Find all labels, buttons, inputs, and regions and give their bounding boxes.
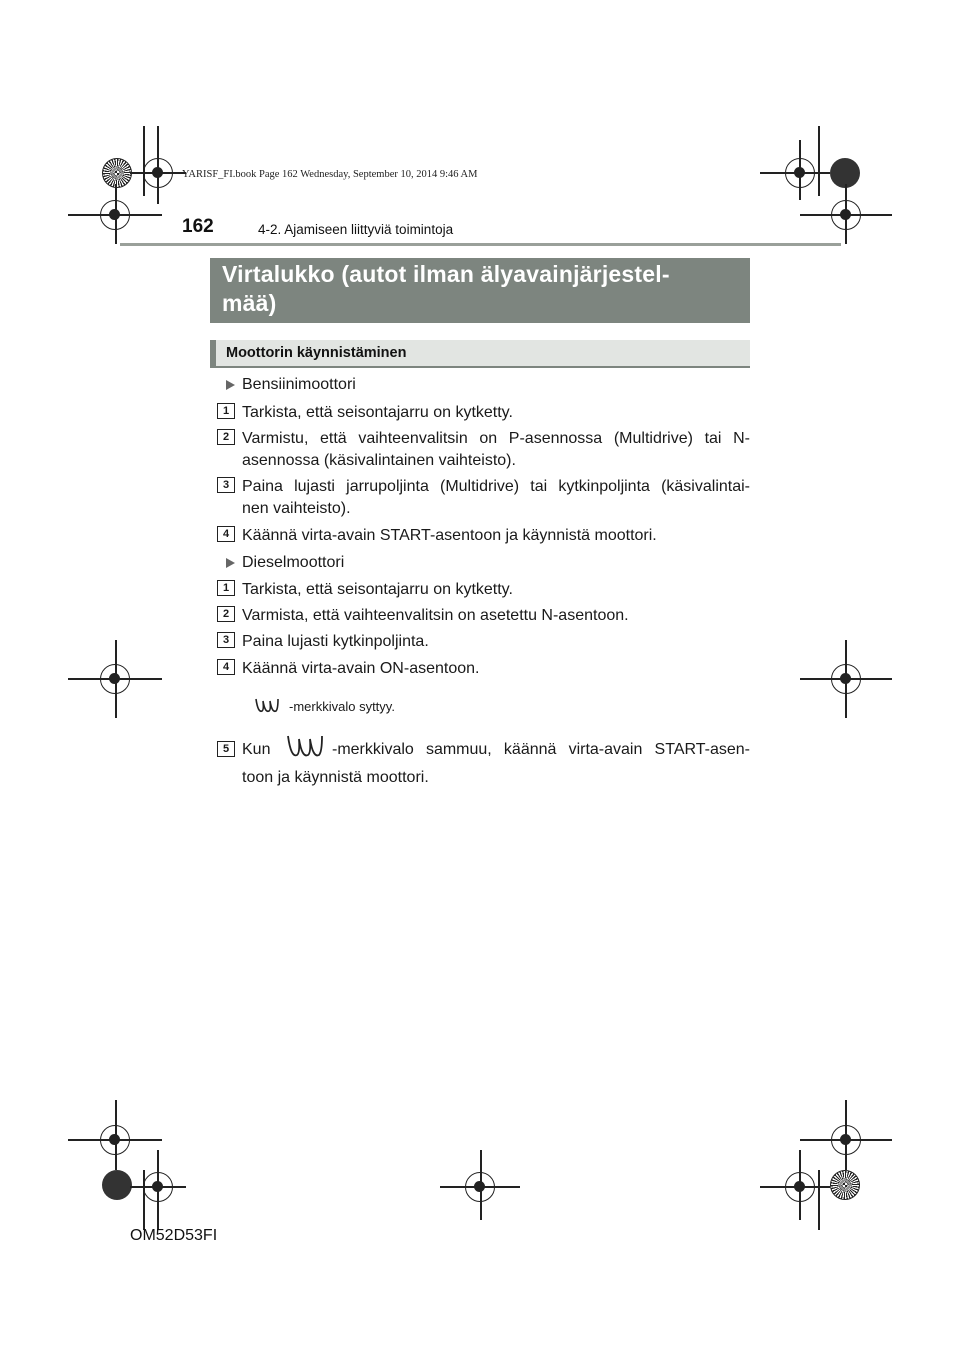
page-title (222, 260, 742, 318)
crop-line (845, 640, 847, 718)
diesel-step-2: Varmista, että vaihteenvalitsin on asetettu N-asentoon. (242, 607, 629, 624)
glow-indicator-note: -merkkivalo syttyy. (289, 699, 395, 714)
petrol-step-4: Käännä virta-avain START-asentoon ja käynnistä moottori. (242, 527, 657, 544)
dark-mark-bottom-left (102, 1170, 132, 1200)
crop-line (143, 1170, 145, 1230)
diesel-step-5-line-2: toon ja käynnistä moottori. (242, 769, 429, 786)
page-title-line-1: Virtalukko (autot ilman älyavainjärjestel- (222, 261, 670, 287)
sunburst-mark-bottom-right (830, 1170, 860, 1200)
sunburst-mark-top-left (102, 158, 132, 188)
step-number: 1 (217, 403, 235, 419)
step-number: 4 (217, 526, 235, 542)
page-title-line-2: mää) (222, 290, 277, 316)
triangle-bullet-icon (226, 380, 235, 390)
crop-line (760, 1186, 830, 1188)
step-number: 2 (217, 606, 235, 622)
crop-line (115, 184, 117, 244)
crop-line (157, 126, 159, 204)
step-number: 2 (217, 429, 235, 445)
crop-line (115, 640, 117, 718)
petrol-step-1: Tarkista, että seisontajarru on kytketty. (242, 404, 513, 421)
petrol-step-3-line-1: Paina lujasti jarrupoljinta (Multidrive) tai kytkinpoljinta (käsivalintai- (242, 478, 750, 495)
print-info: YARISF_FI.book Page 162 Wednesday, September 10, 2014 9:46 AM (182, 169, 478, 180)
crop-line (845, 1100, 847, 1170)
diesel-step-5-prefix: Kun (242, 741, 271, 758)
petrol-step-3-line-2: nen vaihteisto). (242, 500, 351, 517)
triangle-bullet-icon (226, 558, 235, 568)
crop-line (845, 184, 847, 244)
crop-line (157, 1150, 159, 1230)
step-number: 3 (217, 632, 235, 648)
petrol-step-2-line-1: Varmistu, että vaihteenvalitsin on P-asennossa (Multidrive) tai N- (242, 430, 750, 447)
step-number: 1 (217, 580, 235, 596)
crop-line (760, 172, 830, 174)
glow-plug-indicator-icon (254, 697, 280, 715)
step-number: 4 (217, 659, 235, 675)
diesel-step-3: Paina lujasti kytkinpoljinta. (242, 633, 429, 650)
crop-line (799, 1150, 801, 1220)
diesel-step-1: Tarkista, että seisontajarru on kytketty. (242, 581, 513, 598)
step-number: 3 (217, 477, 235, 493)
page-number: 162 (182, 216, 214, 237)
diesel-step-4: Käännä virta-avain ON-asentoon. (242, 660, 480, 677)
crop-line (799, 140, 801, 200)
header-rule (120, 243, 841, 246)
petrol-step-2-line-2: asennossa (käsivalintainen vaihteisto). (242, 452, 516, 469)
step-number: 5 (217, 741, 235, 757)
crop-line (143, 126, 145, 196)
glow-plug-indicator-icon (285, 733, 325, 761)
subheading: Moottorin käynnistäminen (226, 345, 407, 361)
section-title: 4-2. Ajamiseen liittyviä toimintoja (258, 222, 454, 237)
manual-code: OM52D53FI (130, 1227, 218, 1244)
crop-line (818, 126, 820, 196)
diesel-heading: Dieselmoottori (242, 554, 345, 571)
diesel-step-5-line-1: -merkkivalo sammuu, käännä virta-avain START-asen- (332, 741, 750, 758)
crop-line (115, 1100, 117, 1170)
petrol-heading: Bensiinimoottori (242, 376, 356, 393)
crop-line (818, 1170, 820, 1230)
crop-line (480, 1150, 482, 1220)
